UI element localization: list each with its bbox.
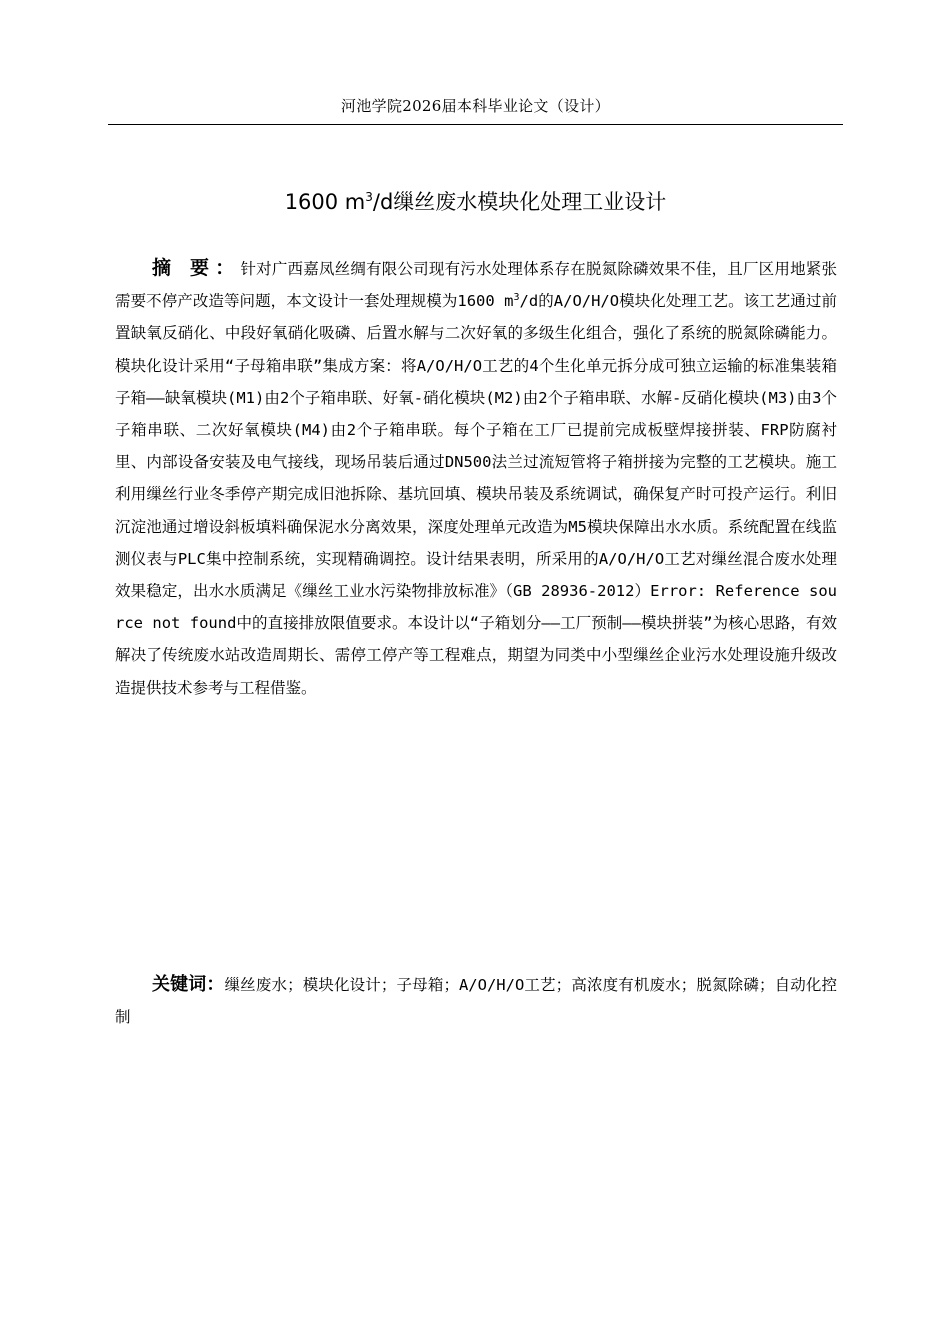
abstract-paragraph (115, 252, 837, 704)
header-divider (108, 124, 843, 125)
title-prefix: 1600 m (284, 190, 366, 215)
keywords-label: 关键词： (152, 974, 225, 995)
paper-title (108, 184, 843, 220)
abstract-text-part2: /d的A/O/H/O模块化处理工艺。该工艺通过前置缺氧反硝化、中段好氧硝化吸磷、后置水解与二次好氧的多级生化组合，强化了系统的脱氮除磷能力。模块化设计采用“子母箱串联”集成方案：将A/O/H/O工艺的4个生化单元拆分成可独立运输的标准集装箱子箱——缺氧模块(M1)由2个子箱串联、好氧-硝化模块(M2)由2个子箱串联、水解-反硝化模块(M3)由3个子箱串联、二次好氧模块(M4)由2个子箱串联。每个子箱在工厂已提前完成板壁焊接拼装、FRP防腐衬里、内部设备安装及电气接线，现场吊装后通过DN500法兰过流短管将子箱拼接为完整的工艺模块。施工利用缫丝行业冬季停产期完成旧池拆除、基坑回填、模块吊装及系统调试，确保复产时可投产运行。利旧沉淀池通过增设斜板填料确保泥水分离效果，深度处理单元改造为M5模块保障出水水质。系统配置在线监测仪表与PLC集中控制系统，实现精确调控。设计结果表明，所采用的A/O/H/O工艺对缫丝混合废水处理效果稳定，出水水质满足《缫丝工业水污染物排放标准》（GB 28936-2012）Error: Reference source not found中的直接排放限值要求。本设计以“子箱划分——工厂预制——模块拼装”为核心思路，有效解决了传统废水站改造周期长、需停工停产等工程难点，期望为同类中小型缫丝企业污水处理设施升级改造提供技术参考与工程借鉴。 (115, 292, 837, 697)
keywords-text: 缫丝废水；模块化设计；子母箱；A/O/H/O工艺；高浓度有机废水；脱氮除磷；自动化控制 (115, 976, 837, 1027)
abstract-label: 摘 要： (152, 257, 241, 279)
abstract-text-part1: 针对广西嘉凤丝绸有限公司现有污水处理体系存在脱氮除磷效果不佳，且厂区用地紧张需要不停产改造等问题，本文设计一套处理规模为1600 m (115, 260, 837, 311)
keywords-paragraph (115, 969, 837, 1033)
abstract-superscript: 3 (513, 292, 520, 304)
page-header: 河池学院2026届本科毕业论文（设计） (341, 97, 610, 115)
title-suffix: /d缫丝废水模块化处理工业设计 (372, 190, 667, 215)
title-superscript: 3 (365, 190, 373, 205)
